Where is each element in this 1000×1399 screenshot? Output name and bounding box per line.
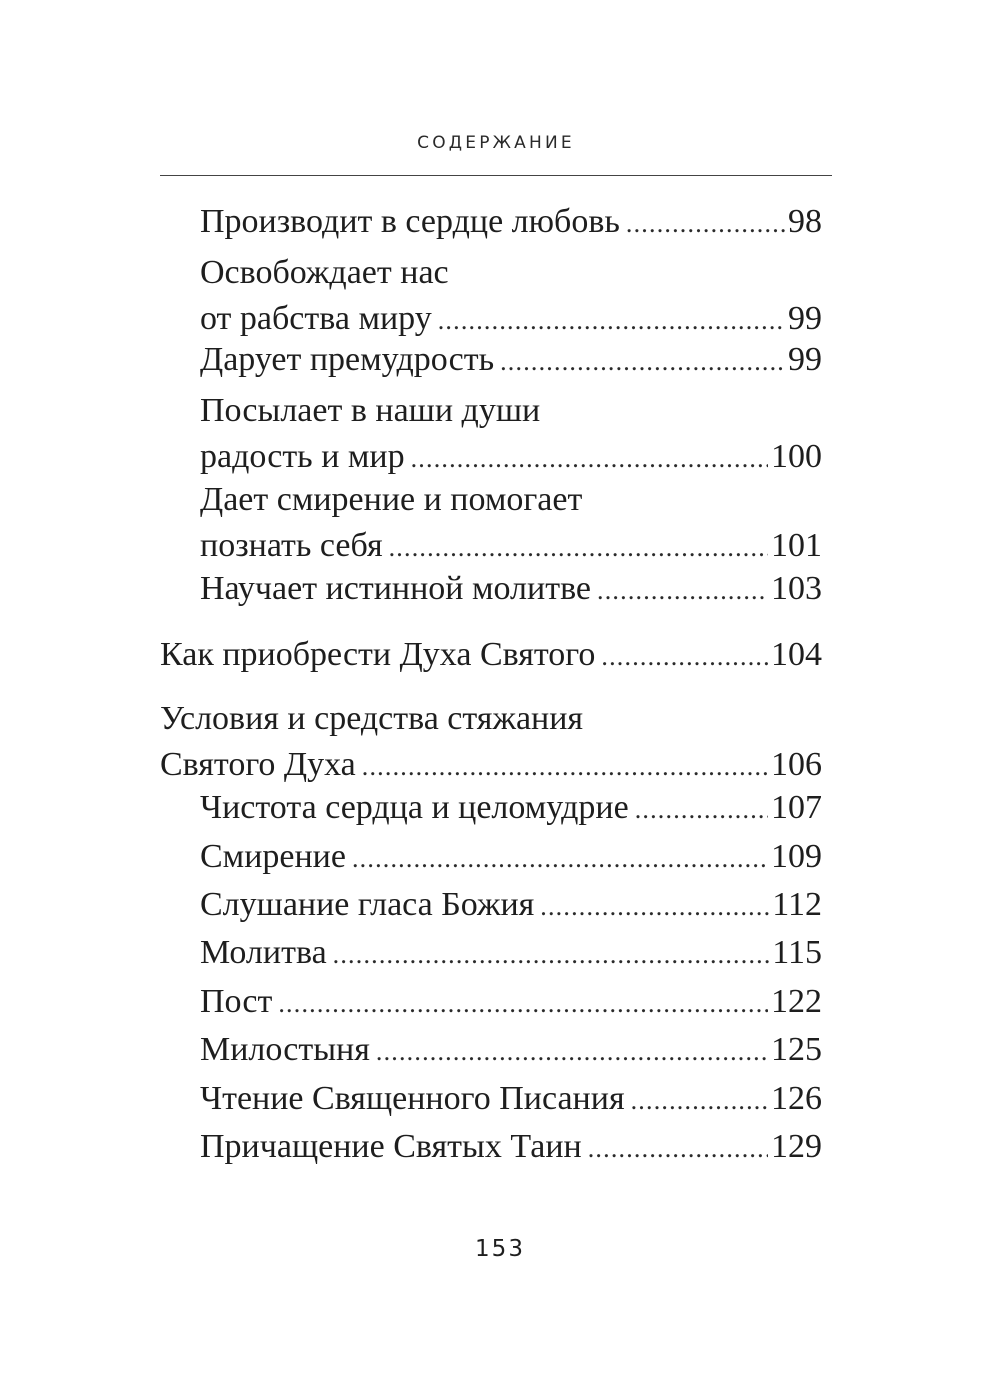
toc-entry bbox=[200, 882, 822, 930]
dot-leader bbox=[333, 932, 770, 978]
toc-entry-page: 107 bbox=[771, 789, 822, 826]
toc-entry-title: Святого Духа bbox=[160, 746, 356, 783]
toc-entry-page: 98 bbox=[788, 203, 822, 240]
dot-leader bbox=[376, 1029, 768, 1075]
dot-leader bbox=[601, 634, 768, 680]
toc-entry-page: 115 bbox=[772, 934, 822, 971]
toc-entry-page: 99 bbox=[788, 341, 822, 378]
toc-entry bbox=[200, 566, 822, 614]
toc-entry-title: Причащение Святых Таин bbox=[200, 1128, 582, 1165]
dot-leader bbox=[500, 339, 785, 385]
toc-entry-title: радость и мир bbox=[200, 438, 405, 475]
toc-entry-page: 101 bbox=[771, 527, 822, 564]
toc-entry-page: 122 bbox=[771, 983, 822, 1020]
toc-entry-title-line: Освобождает нас bbox=[200, 254, 449, 291]
toc-entry-title: Как приобрести Духа Святого bbox=[160, 636, 596, 673]
toc-entry-title: Смирение bbox=[200, 838, 346, 875]
toc-entry-title-line: Дает смирение и помогает bbox=[200, 481, 583, 518]
toc-entry-page: 112 bbox=[772, 886, 822, 923]
toc-entry-title: Молитва bbox=[200, 934, 327, 971]
toc-entry bbox=[160, 632, 822, 680]
toc-entry-title: Слушание гласа Божия bbox=[200, 886, 535, 923]
toc-entry-page: 106 bbox=[771, 746, 822, 783]
toc-entry bbox=[200, 337, 822, 385]
toc-entry bbox=[200, 785, 822, 833]
toc-entry bbox=[200, 388, 822, 482]
toc-entry bbox=[200, 199, 822, 247]
dot-leader bbox=[597, 568, 768, 614]
dot-leader bbox=[362, 744, 768, 790]
toc-entry-title: от рабства миру bbox=[200, 300, 432, 337]
toc-entry-title: Чистота сердца и целомудрие bbox=[200, 789, 629, 826]
toc-entry-title: познать себя bbox=[200, 527, 383, 564]
toc-entry-title: Дарует премудрость bbox=[200, 341, 495, 378]
toc-entry-title: Чтение Священного Писания bbox=[200, 1080, 625, 1117]
dot-leader bbox=[635, 787, 768, 833]
toc-entry bbox=[200, 250, 822, 344]
toc-entry-page: 129 bbox=[771, 1128, 822, 1165]
toc-entry bbox=[160, 696, 822, 790]
toc-entry-title: Производит в сердце любовь bbox=[200, 203, 620, 240]
toc-entry-page: 99 bbox=[788, 300, 822, 337]
toc-entry bbox=[200, 979, 822, 1027]
toc-entry bbox=[200, 834, 822, 882]
toc-entry-page: 126 bbox=[771, 1080, 822, 1117]
toc-entry bbox=[200, 930, 822, 978]
dot-leader bbox=[352, 836, 768, 882]
dot-leader bbox=[411, 436, 768, 482]
dot-leader bbox=[540, 884, 769, 930]
dot-leader bbox=[389, 525, 768, 571]
dot-leader bbox=[626, 201, 785, 247]
toc-entry bbox=[200, 1124, 822, 1172]
toc-entry-page: 103 bbox=[771, 570, 822, 607]
dot-leader bbox=[588, 1126, 768, 1172]
toc-entry-title: Научает истинной молитве bbox=[200, 570, 592, 607]
toc-entry-title: Пост bbox=[200, 983, 273, 1020]
toc-entry bbox=[200, 477, 822, 571]
header-rule bbox=[160, 175, 832, 176]
running-title: СОДЕРЖАНИЕ bbox=[417, 133, 575, 153]
toc-entry bbox=[200, 1027, 822, 1075]
dot-leader bbox=[631, 1078, 768, 1124]
toc-entry-title: Милостыня bbox=[200, 1031, 370, 1068]
page-number: 153 bbox=[475, 1236, 525, 1262]
toc-entry-page: 125 bbox=[771, 1031, 822, 1068]
toc-entry-page: 109 bbox=[771, 838, 822, 875]
toc-entry-title-line: Условия и средства стяжания bbox=[160, 700, 584, 737]
toc-entry-page: 100 bbox=[771, 438, 822, 475]
toc-entry bbox=[200, 1076, 822, 1124]
toc-entry-page: 104 bbox=[771, 636, 822, 673]
dot-leader bbox=[278, 981, 768, 1027]
toc-entry-title-line: Посылает в наши души bbox=[200, 392, 541, 429]
